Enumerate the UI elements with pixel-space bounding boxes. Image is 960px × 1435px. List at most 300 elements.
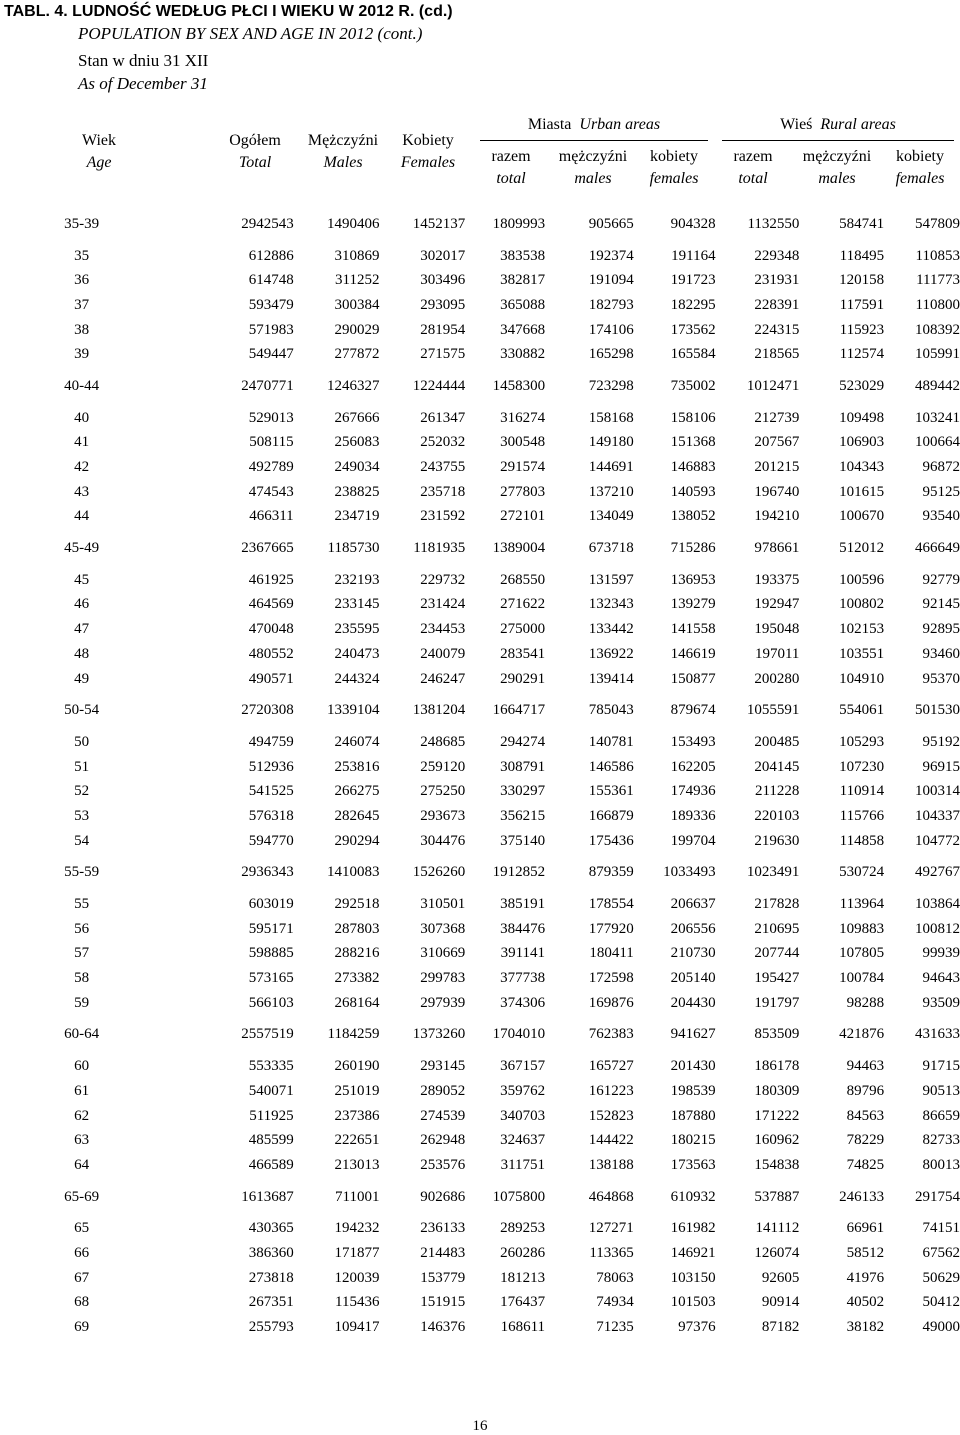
value-cell: 191164 (671, 247, 716, 264)
value-cell: 217828 (754, 896, 800, 913)
value-cell: 385191 (500, 896, 546, 913)
table-row (0, 667, 960, 692)
value-cell: 115436 (335, 1294, 380, 1311)
value-cell: 489442 (915, 377, 960, 394)
age-cell: 60 (74, 1058, 90, 1075)
value-cell: 359762 (500, 1082, 546, 1099)
value-cell: 146921 (670, 1244, 716, 1261)
value-cell: 204145 (754, 758, 800, 775)
value-cell: 67562 (922, 1244, 960, 1261)
value-cell: 262948 (420, 1132, 466, 1149)
table-row (0, 342, 960, 367)
value-cell: 174936 (670, 783, 716, 800)
value-cell: 244324 (334, 670, 380, 687)
value-cell: 109498 (839, 409, 885, 426)
age-cell: 63 (74, 1132, 90, 1149)
value-cell: 290291 (500, 670, 546, 687)
age-cell: 61 (74, 1082, 90, 1099)
age-cell: 45 (74, 571, 90, 588)
value-cell: 236133 (420, 1220, 466, 1237)
table-row (0, 318, 960, 343)
value-cell: 367157 (500, 1058, 546, 1075)
value-cell: 110914 (839, 783, 885, 800)
value-cell: 1184259 (327, 1026, 380, 1043)
value-cell: 610932 (670, 1188, 716, 1205)
urban-divider (480, 140, 708, 141)
value-cell: 723298 (588, 377, 634, 394)
value-cell: 492789 (248, 459, 294, 476)
value-cell: 100314 (915, 783, 960, 800)
value-cell: 140593 (670, 483, 716, 500)
value-cell: 356215 (500, 807, 546, 824)
value-cell: 212739 (754, 409, 800, 426)
value-cell: 219630 (754, 832, 800, 849)
value-cell: 127271 (588, 1220, 634, 1237)
value-cell: 49000 (922, 1319, 960, 1336)
value-cell: 103551 (839, 645, 885, 662)
age-cell: 40 (74, 409, 90, 426)
value-cell: 207744 (754, 945, 800, 962)
value-cell: 189336 (670, 807, 716, 824)
value-cell: 205140 (670, 970, 716, 987)
value-cell: 291754 (915, 1188, 960, 1205)
value-cell: 58512 (846, 1244, 885, 1261)
value-cell: 1704010 (492, 1026, 546, 1043)
value-cell: 169876 (588, 994, 634, 1011)
value-cell: 104337 (915, 807, 960, 824)
age-cell: 59 (74, 994, 90, 1011)
value-cell: 107805 (839, 945, 885, 962)
age-cell: 37 (74, 296, 90, 313)
value-cell: 1224444 (412, 377, 466, 394)
header-males-en: Males (323, 154, 363, 171)
value-cell: 234453 (420, 621, 466, 638)
page-number: 16 (472, 1418, 488, 1434)
value-cell: 103241 (915, 409, 960, 426)
value-cell: 41976 (846, 1269, 885, 1286)
value-cell: 103864 (915, 896, 960, 913)
value-cell: 92605 (761, 1269, 800, 1286)
value-cell: 233145 (334, 596, 380, 613)
value-cell: 1809993 (492, 215, 546, 232)
header-urban-pl: Miasta (527, 116, 572, 133)
header-rural-males-en: males (818, 170, 856, 187)
value-cell: 902686 (420, 1188, 466, 1205)
value-cell: 240473 (334, 645, 380, 662)
value-cell: 158106 (670, 409, 716, 426)
table-row (0, 244, 960, 269)
value-cell: 530724 (839, 864, 885, 881)
value-cell: 100596 (839, 571, 885, 588)
value-cell: 186178 (754, 1058, 800, 1075)
value-cell: 466589 (248, 1156, 294, 1173)
header-rural-females-en: females (895, 170, 945, 187)
value-cell: 273382 (334, 970, 380, 987)
value-cell: 197011 (754, 645, 800, 662)
value-cell: 430365 (248, 1220, 294, 1237)
header-males-pl: Mężczyźni (307, 132, 379, 149)
value-cell: 210695 (754, 920, 800, 937)
value-cell: 201215 (754, 459, 800, 476)
age-cell: 65 (74, 1220, 90, 1237)
value-cell: 246074 (334, 733, 380, 750)
value-cell: 1389004 (492, 540, 546, 557)
header-urban-total-pl: razem (491, 148, 531, 165)
value-cell: 271575 (420, 346, 466, 363)
value-cell: 91715 (922, 1058, 960, 1075)
header-age-pl: Wiek (81, 132, 116, 149)
reference-date: Stan w dniu 31 XII (78, 51, 209, 70)
value-cell: 272101 (500, 508, 546, 525)
header-rural-total-pl: razem (733, 148, 773, 165)
value-cell: 310501 (420, 896, 466, 913)
value-cell: 146883 (670, 459, 716, 476)
value-cell: 1185730 (327, 540, 380, 557)
table-row (0, 505, 960, 530)
value-cell: 377738 (500, 970, 546, 987)
value-cell: 174106 (588, 321, 634, 338)
value-cell: 480552 (248, 645, 294, 662)
value-cell: 260286 (500, 1244, 546, 1261)
value-cell: 104343 (839, 459, 885, 476)
value-cell: 573165 (248, 970, 294, 987)
value-cell: 153779 (420, 1269, 466, 1286)
value-cell: 100670 (839, 508, 885, 525)
value-cell: 138188 (588, 1156, 634, 1173)
value-cell: 511925 (249, 1107, 294, 1124)
value-cell: 132343 (588, 596, 634, 613)
header-urban-en: Urban areas (579, 116, 661, 133)
value-cell: 268164 (334, 994, 380, 1011)
value-cell: 311252 (335, 272, 380, 289)
value-cell: 171222 (754, 1107, 800, 1124)
value-cell: 584741 (839, 215, 885, 232)
value-cell: 144691 (588, 459, 634, 476)
value-cell: 172598 (588, 970, 634, 987)
header-urban-males-pl: mężczyźni (558, 148, 628, 165)
table-row (0, 755, 960, 780)
value-cell: 237386 (334, 1107, 380, 1124)
value-cell: 1075800 (492, 1188, 546, 1205)
value-cell: 74934 (596, 1294, 634, 1311)
table-row (0, 1054, 960, 1079)
value-cell: 210730 (670, 945, 716, 962)
value-cell: 211228 (754, 783, 800, 800)
value-cell: 274539 (420, 1107, 466, 1124)
value-cell: 512012 (839, 540, 885, 557)
value-cell: 853509 (754, 1026, 800, 1043)
reference-date-english: As of December 31 (78, 74, 208, 93)
value-cell: 1664717 (492, 702, 546, 719)
value-cell: 177920 (588, 920, 634, 937)
header-urban (476, 115, 712, 135)
value-cell: 115923 (839, 321, 885, 338)
value-cell: 112574 (839, 346, 885, 363)
value-cell: 78229 (846, 1132, 885, 1149)
value-cell: 140781 (588, 733, 634, 750)
value-cell: 785043 (588, 702, 634, 719)
value-cell: 195048 (754, 621, 800, 638)
value-cell: 87182 (761, 1319, 800, 1336)
value-cell: 277803 (500, 483, 546, 500)
value-cell: 93460 (922, 645, 960, 662)
value-cell: 330882 (500, 346, 546, 363)
value-cell: 299783 (420, 970, 466, 987)
value-cell: 86659 (922, 1107, 960, 1124)
header-urban-males-en: males (574, 170, 612, 187)
value-cell: 234719 (334, 508, 380, 525)
value-cell: 141112 (755, 1220, 800, 1237)
value-cell: 365088 (500, 296, 546, 313)
table-row (0, 480, 960, 505)
value-cell: 102153 (839, 621, 885, 638)
value-cell: 201430 (670, 1058, 716, 1075)
age-cell: 44 (74, 508, 90, 525)
table-row-group (0, 529, 960, 568)
table-row (0, 1291, 960, 1316)
value-cell: 529013 (248, 409, 294, 426)
value-cell: 136953 (670, 571, 716, 588)
value-cell: 231424 (420, 596, 466, 613)
value-cell: 154838 (754, 1156, 800, 1173)
value-cell: 595171 (248, 920, 294, 937)
value-cell: 153493 (670, 733, 716, 750)
age-cell: 55-59 (64, 864, 100, 881)
header-urban-females-pl: kobiety (650, 148, 698, 165)
header-females-en: Females (400, 154, 456, 171)
value-cell: 100802 (839, 596, 885, 613)
age-cell: 41 (74, 434, 90, 451)
value-cell: 98288 (846, 994, 885, 1011)
value-cell: 105293 (839, 733, 885, 750)
value-cell: 324637 (500, 1132, 546, 1149)
table-row (0, 617, 960, 642)
value-cell: 231931 (754, 272, 800, 289)
age-cell: 66 (74, 1244, 90, 1261)
value-cell: 281954 (420, 321, 466, 338)
value-cell: 310669 (420, 945, 466, 962)
value-cell: 461925 (248, 571, 294, 588)
value-cell: 180411 (589, 945, 634, 962)
value-cell: 267351 (248, 1294, 294, 1311)
value-cell: 146586 (588, 758, 634, 775)
value-cell: 181213 (500, 1269, 546, 1286)
value-cell: 106903 (839, 434, 885, 451)
table-row (0, 293, 960, 318)
table-row (0, 892, 960, 917)
value-cell: 92895 (922, 621, 960, 638)
value-cell: 304476 (420, 832, 466, 849)
value-cell: 74825 (846, 1156, 885, 1173)
value-cell: 501530 (915, 702, 960, 719)
age-cell: 53 (74, 807, 90, 824)
header-females-pl: Kobiety (402, 132, 454, 149)
value-cell: 271622 (500, 596, 546, 613)
table-row (0, 1315, 960, 1340)
value-cell: 485599 (248, 1132, 294, 1149)
value-cell: 93509 (922, 994, 960, 1011)
value-cell: 1181935 (413, 540, 466, 557)
value-cell: 384476 (500, 920, 546, 937)
value-cell: 109883 (839, 920, 885, 937)
value-cell: 162205 (670, 758, 716, 775)
header-rural-females-pl: kobiety (896, 148, 944, 165)
age-cell: 51 (74, 758, 90, 775)
value-cell: 173563 (670, 1156, 716, 1173)
table-row (0, 1216, 960, 1241)
header-rural-pl: Wieś (780, 116, 813, 133)
value-cell: 383538 (500, 247, 546, 264)
value-cell: 71235 (596, 1319, 634, 1336)
header-rural-males-pl: mężczyźni (802, 148, 872, 165)
value-cell: 1373260 (412, 1026, 466, 1043)
value-cell: 1458300 (492, 377, 546, 394)
value-cell: 229348 (754, 247, 800, 264)
age-cell: 67 (74, 1269, 90, 1286)
value-cell: 762383 (588, 1026, 634, 1043)
value-cell: 246133 (839, 1188, 885, 1205)
table-row (0, 804, 960, 829)
value-cell: 126074 (754, 1244, 800, 1261)
value-cell: 100664 (915, 434, 960, 451)
value-cell: 340703 (500, 1107, 546, 1124)
value-cell: 540071 (248, 1082, 294, 1099)
value-cell: 307368 (420, 920, 466, 937)
value-cell: 537887 (754, 1188, 800, 1205)
value-cell: 220103 (754, 807, 800, 824)
value-cell: 137210 (588, 483, 634, 500)
value-cell: 235595 (334, 621, 380, 638)
value-cell: 84563 (846, 1107, 885, 1124)
value-cell: 138052 (670, 508, 716, 525)
value-cell: 290029 (334, 321, 380, 338)
age-cell: 68 (74, 1294, 90, 1311)
value-cell: 283541 (500, 645, 546, 662)
value-cell: 303496 (420, 272, 466, 289)
value-cell: 104772 (915, 832, 960, 849)
header-rural (720, 115, 956, 135)
value-cell: 103150 (670, 1269, 716, 1286)
value-cell: 1381204 (412, 702, 466, 719)
value-cell: 191723 (670, 272, 716, 289)
age-cell: 45-49 (64, 540, 100, 557)
value-cell: 120039 (334, 1269, 380, 1286)
value-cell: 259120 (420, 758, 466, 775)
value-cell: 176437 (500, 1294, 546, 1311)
table-title-english: POPULATION BY SEX AND AGE IN 2012 (cont.) (78, 24, 423, 43)
value-cell: 268550 (500, 571, 546, 588)
value-cell: 256083 (334, 434, 380, 451)
value-cell: 187880 (670, 1107, 716, 1124)
value-cell: 78063 (596, 1269, 634, 1286)
table-row (0, 406, 960, 431)
value-cell: 293095 (420, 296, 466, 313)
value-cell: 40502 (846, 1294, 885, 1311)
value-cell: 193375 (754, 571, 800, 588)
value-cell: 152823 (588, 1107, 634, 1124)
value-cell: 146376 (420, 1319, 466, 1336)
age-cell: 35 (74, 247, 90, 264)
value-cell: 711001 (335, 1188, 380, 1205)
header-urban-total-en: total (496, 170, 526, 187)
value-cell: 149180 (588, 434, 634, 451)
value-cell: 282645 (334, 807, 380, 824)
value-cell: 904328 (670, 215, 716, 232)
value-cell: 512936 (248, 758, 294, 775)
value-cell: 151915 (420, 1294, 466, 1311)
value-cell: 1055591 (746, 702, 800, 719)
value-cell: 382817 (500, 272, 546, 289)
value-cell: 82733 (922, 1132, 960, 1149)
value-cell: 136922 (588, 645, 634, 662)
value-cell: 224315 (754, 321, 800, 338)
value-cell: 150877 (670, 670, 716, 687)
value-cell: 165727 (588, 1058, 634, 1075)
value-cell: 100812 (915, 920, 960, 937)
age-cell: 55 (74, 896, 90, 913)
value-cell: 165584 (670, 346, 716, 363)
value-cell: 571983 (248, 321, 294, 338)
value-cell: 101615 (839, 483, 885, 500)
value-cell: 173562 (670, 321, 716, 338)
value-cell: 300384 (334, 296, 380, 313)
value-cell: 50629 (922, 1269, 960, 1286)
value-cell: 117591 (839, 296, 885, 313)
value-cell: 1012471 (746, 377, 800, 394)
value-cell: 166879 (588, 807, 634, 824)
value-cell: 2936343 (241, 864, 294, 881)
value-cell: 275250 (420, 783, 466, 800)
value-cell: 99939 (922, 945, 960, 962)
value-cell: 97376 (678, 1319, 716, 1336)
value-cell: 199704 (670, 832, 716, 849)
value-cell: 160962 (754, 1132, 800, 1149)
value-cell: 386360 (248, 1244, 294, 1261)
value-cell: 113964 (839, 896, 885, 913)
value-cell: 308791 (500, 758, 546, 775)
value-cell: 374306 (500, 994, 546, 1011)
table-row (0, 455, 960, 480)
value-cell: 267666 (334, 409, 380, 426)
value-cell: 598885 (248, 945, 294, 962)
value-cell: 492767 (915, 864, 960, 881)
value-cell: 464868 (588, 1188, 634, 1205)
value-cell: 464569 (248, 596, 294, 613)
value-cell: 213013 (334, 1156, 380, 1173)
value-cell: 74151 (922, 1220, 960, 1237)
value-cell: 206637 (670, 896, 716, 913)
value-cell: 178554 (588, 896, 634, 913)
value-cell: 139279 (670, 596, 716, 613)
value-cell: 161223 (588, 1082, 634, 1099)
table-row-group (0, 1178, 960, 1217)
value-cell: 92779 (922, 571, 960, 588)
table-row (0, 1241, 960, 1266)
value-cell: 375140 (500, 832, 546, 849)
age-cell: 49 (74, 670, 90, 687)
table-row (0, 268, 960, 293)
value-cell: 2720308 (241, 702, 294, 719)
value-cell: 192374 (588, 247, 634, 264)
value-cell: 300548 (500, 434, 546, 451)
value-cell: 94643 (922, 970, 960, 987)
value-cell: 553335 (248, 1058, 294, 1075)
age-cell: 64 (74, 1156, 90, 1173)
value-cell: 735002 (670, 377, 716, 394)
table-row (0, 942, 960, 967)
value-cell: 294274 (500, 733, 546, 750)
value-cell: 204430 (670, 994, 716, 1011)
